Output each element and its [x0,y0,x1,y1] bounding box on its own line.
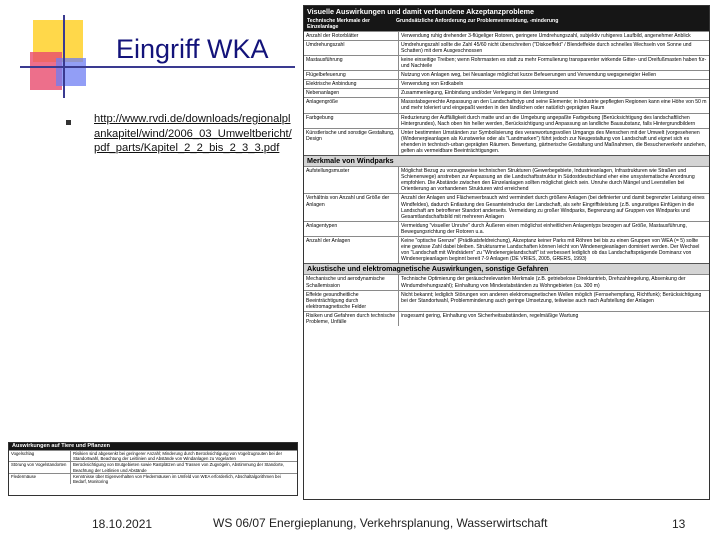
row-label: Fledermäuse [9,474,71,484]
row-text: insgesamt gering, Einhaltung von Sicherheitsabständen, regelmäßige Wartung [401,312,579,319]
table-title: Visuelle Auswirkungen und damit verbundene Akzeptanzprobleme [307,7,534,16]
row-text: Verwendung von Erdkabeln [401,81,464,88]
row-text: Nutzung von Anlagen weg, bei Neuanlage möglichst kurze Befeuerungen und Verwendung wegsgeneigter Hellen [401,72,657,79]
slide-title: Eingriff WKA [116,34,269,64]
row-label: Effekte gesundheitliche Beeinträchtigung durch elektromagnetische Felder [304,291,399,311]
row-text: Möglichst Bezug zu vorzugsweise technischen Strukturen (Gewerbegebiete, Industrieanlagen, Infrastrukturen wie Straßen und Schienenwege) anstreben zur Anpassung an die Landschaftsstruktur in Südostdeutschland eher eine unsystematische Anordnung empfohlen. Die Abstände zwischen den Einzelanlagen sollten möglichst gleich sein. Unruhe durch Mängel und Leerstellen bei Orientierung an vorhandenen Strukturen wird erreichend [401,168,695,193]
section-title-windparks: Merkmale von Windparks [304,155,709,166]
row-text: Umdrehungszahl sollte die Zahl 45/60 nicht überschreiten ("Diskoeffekt" / Blendeffekte durch schnelles Wechseln von Sonne und Schatten) mit dem Ausgeschnossen [401,41,692,54]
row-label: Nebenanlagen [304,89,399,97]
row-label: Mechanische und aerodynamische Schallemission [304,275,399,289]
row-label: Elektrische Anbindung [304,80,399,88]
table-row [304,221,709,236]
table-row [304,31,709,40]
table-row [9,461,297,472]
table-row [304,311,709,326]
row-text: Reduzierung der Auffälligkeit durch matte und an die Umgebung angepaßte Farbgebung (Berücksichtigung des landschaftlichen Hintergrundes), Nach oben hin heller werden, Berücksichtigung und Anpassung an landliche Bausubstanz, falls Hintergrundbildern [401,114,696,127]
row-label: Künstlerische und sonstige Gestaltung, Design [304,129,399,155]
table-row [304,193,709,220]
row-label: Farbgebung [304,114,399,128]
row-label: Anlagentypen [304,222,399,236]
row-text: Keine "optische Grenze" (Prädikatsfeldreichung), Akzeptanz keiner Parks mit Röhren bei bis zu einen Gruppen von WEA (= 5) sollte eine gewisse Zahl dabei bleiben. Strukturarme Landschaften können leicht von Windenergieanlagen dominiert werden. Der Wechsel von "Landschaft mit Windrädern" zu "Windenergielandschaft" ist verbessert lediglich ob das Landschaftsprägende Dominanz von Windenergieanlagen beginnt bereit 7-9 Anlagen (DE VRIES, 2005, GRERS, 1993) [401,238,700,263]
row-text: Berücksichtigung von Brutgebieten sowie Rastplätzen und Trassen von Zugvögeln, Abstimmung der Standorte, Beachtung der Leitlinien und Abstände [73,462,285,473]
column-header-features: Technische Merkmale der Einzelanlage [307,17,371,30]
decor-horizontal-line [20,66,295,68]
footer-date: 18.10.2021 [92,517,153,531]
row-text: Unter bestimmten Umständen zur Symbolisierung des veranwortungsvollen Umgangs des Menschen mit der Umwelt (vorgesehenen (Windenergieanlagen als Kunstwerke oder als "Landmarken") führt jedoch zur Neugestaltung von Landschaft und eignet sich es ehenden in technisch-urban geprägten Räumen. Bewertung, gärtnerische Gestaltung und Maßnahmen, die Besucherverkehr anziehen, gelten als vermeidbare Beeinträchtigungen. [401,129,706,154]
row-text: Risikien sind abgesenkt bei geringerer Anzahl; Minderung durch Berücksichtigung von Vogelzugrouten bei der Standortwahl, Beachtung der Leitlinien und Abstände von Windanlagen zu Vogelarten [73,451,283,462]
table-row [304,128,709,155]
table-row [304,40,709,55]
row-text: Anzahl der Anlagen und Flächenverbrauch wird vermindert durch größere Anlagen (bei definierter und damit begrenzter Leistung eines Windfeldes), dadurch Entlastung des Gesamteindrucks der Landschaft, als sehr Eingriffsleistung (z.B. ungunstiges Einfügen in die Landschaft am betroffener Standort anderseits. Vermeidung zu großer Windparks, Begrenzung auf Gruppen von Windparks und Gesamtlandschaftsbild mit mehreren Anlagen [401,195,705,220]
section-title-acoustic: Akustische und elektromagnetische Auswirkungen, sonstige Gefahren [304,263,709,274]
table-row [304,166,709,193]
row-text: keine einseitige Treiben; wenn Rohrmasten es statt zu mehr Formulierung transparenter wirkende Gitter- und Dreifußmasten haben für- und Nachteile [401,56,707,69]
table-row [304,70,709,79]
row-label: Vogelschlag [9,451,71,461]
row-label: Anzahl der Anlagen [304,237,399,263]
row-text: Vermeidung "visueller Unruhe" durch Äußeren einen möglichst einheitlichen Anlagentyps bezogen auf Größe, Mastausführung, Bewegungsrichtung der Rotoren u.a. [401,222,687,235]
rows-acoustic [304,274,709,326]
row-text: Kenntnisse über Eigenverhalten von Fledermäusen im Umfeld von WEA erforderlich, Abschaltalgorithmen bei Bedarf, Monitoring [73,473,281,485]
row-text: Verwendung ruhig drehender 3-flügeliger Rotoren, geringere Umdrehungszahl, subjektiv ruhigeres Laufbild, angenehmer Anblick [401,32,691,39]
row-label: Verhältnis von Anzahl und Größe der Anlagen [304,194,399,220]
small-table-title: Auswirkungen auf Tiere und Pflanzen [9,443,297,450]
table-row [304,55,709,70]
scanned-table-visual-impacts [303,5,710,500]
table-row [304,79,709,88]
row-label: Störung von Vogelstandorten [9,462,71,472]
row-label: Flügelbefeuerung [304,71,399,79]
scanned-table-animals-plants [8,442,298,496]
row-label: Aufstellungsmuster [304,167,399,193]
table-row [304,236,709,263]
table-row [9,473,297,484]
row-label: Anzahl der Rotorblätter [304,32,399,40]
rows-windparks [304,166,709,263]
footer-page-number: 13 [672,517,686,531]
table-row [304,290,709,311]
row-label: Anlagengröße [304,98,399,112]
decor-vertical-line [63,15,65,98]
table-row [304,97,709,112]
decor-blue-square [56,58,86,86]
column-header-requirements: Grundsätzliche Anforderung zur Problemvermeidung, -minderung [396,17,559,24]
row-text: Nicht bekannt; lediglich Störungen von anderen elektromagnetischen Wellen möglich (Fernsehempfang, Richtfunk); Berücksichtigung bei der Standortwahl, Problemminderung auch geringe Umsetzung, teilweise auch nach Aufstellung der Anlagen [401,291,702,304]
row-text: Zusammenlegung, Einbindung und/oder Verlegung in den Untergrund [401,90,559,97]
row-text: Technische Optimierung der geräuschrelevanten Merkmale (z.B. getriebelose Direktantrieb, Drehzahlregelung, Absenkung der Windumdrehungszahl); Einhaltung von Mindestabständen zu Wohngebieten (ca. 300 m) [401,276,686,289]
rows-single-plant [304,31,709,156]
rows-animals [9,450,297,484]
table-row [304,113,709,128]
table-header [304,6,709,31]
footer-course: WS 06/07 Energieplanung, Verkehrsplanung, Wasserwirtschaft [213,516,548,530]
bullet-square-icon [66,120,71,125]
row-label: Risiken und Gefahren durch technische Probleme, Unfälle [304,312,399,326]
row-text: Massstabsgerechte Anpassung an den Landschaftstyp und seine Elemente; in Industrie gepflegten Regionen kann eine Höhe von 50 m und mehr toleriert und eingepaßt werden in den ländlichen oder natürlich geprägten Raum [401,99,707,112]
table-row [304,88,709,97]
table-row [9,450,297,461]
row-label: Mastausführung [304,56,399,70]
source-link[interactable]: http://www.rvdi.de/downloads/regionalplankapitel/wind/2006_03_Umweltbericht/pdf_parts/Kapitel_2_2_bis_2_3_3.pdf [94,113,292,155]
table-row [304,274,709,289]
row-label: Umdrehungszahl [304,41,399,55]
